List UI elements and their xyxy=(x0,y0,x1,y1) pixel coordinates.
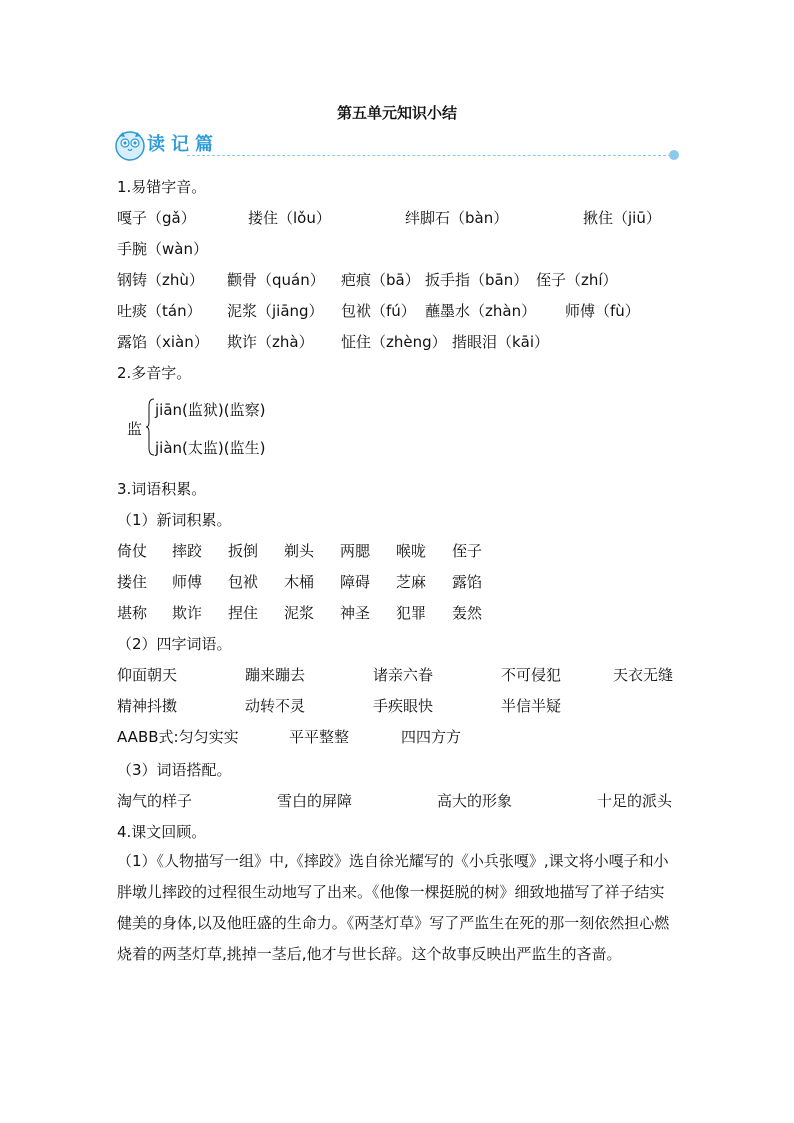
pinyin-item: 揪住（jiū） xyxy=(583,209,661,227)
banner-dot xyxy=(669,150,679,160)
word-item: 摔跤 xyxy=(172,542,203,560)
pinyin-item: 怔住（zhèng） xyxy=(341,333,447,351)
word-item: 捏住 xyxy=(228,604,259,622)
pinyin-item: 搂住（lǒu） xyxy=(248,209,331,227)
collocation-item: 十足的派头 xyxy=(597,792,673,810)
polyphone-reading: jiàn(太监)(监生) xyxy=(155,439,266,457)
pinyin-item: 颧骨（quán） xyxy=(227,271,325,289)
idiom-item: 精神抖擞 xyxy=(117,697,178,715)
pinyin-item: 欺诈（zhà） xyxy=(227,333,314,351)
idiom-item: 平平整整 xyxy=(289,728,350,746)
section-heading: 3.词语积累。 xyxy=(117,480,207,498)
word-item: 犯罪 xyxy=(396,604,427,622)
section-heading: 4.课文回顾。 xyxy=(117,823,207,841)
pinyin-item: 泥浆（jiāng） xyxy=(227,302,324,320)
collocation-item: 高大的形象 xyxy=(437,792,513,810)
word-item: 喉咙 xyxy=(396,542,427,560)
subsection-heading: （3）词语搭配。 xyxy=(117,761,232,779)
word-item: 泥浆 xyxy=(284,604,315,622)
review-paragraph: （1）《人物描写一组》中,《摔跤》选自徐光耀写的《小兵张嘎》,课文将小嘎子和小胖墩儿摔跤的过程很生动地写了出来。《他像一棵挺脱的树》细致地描写了祥子结实健美的身体,以及他旺盛的生命力。《两茎灯草》写了严监生在死的那一刻依然担心燃烧着的两茎灯草,挑掉一茎后,他才与世长辞。这个故事反映出严监生的吝啬。 xyxy=(117,852,670,963)
pinyin-item: 吐痰（tán） xyxy=(117,302,202,320)
pinyin-item: 钢铸（zhù） xyxy=(117,271,204,289)
polyphone-group xyxy=(117,394,417,464)
idiom-item: 手疾眼快 xyxy=(373,697,434,715)
polyphone-char: 监 xyxy=(127,420,143,438)
word-item: 侄子 xyxy=(452,542,483,560)
idiom-item: AABB式:匀匀实实 xyxy=(117,728,239,746)
idiom-item: 蹦来蹦去 xyxy=(245,666,306,684)
brace-icon xyxy=(145,398,155,456)
pinyin-item: 揩眼泪（kāi） xyxy=(452,333,550,351)
word-item: 两腮 xyxy=(340,542,371,560)
pinyin-item: 蘸墨水（zhàn） xyxy=(425,302,537,320)
polyphone-reading: jiān(监狱)(监察) xyxy=(155,401,266,419)
pinyin-item: 扳手指（bān） xyxy=(425,271,529,289)
idiom-item: 四四方方 xyxy=(401,728,462,746)
pinyin-item: 侄子（zhí） xyxy=(536,271,618,289)
word-item: 木桶 xyxy=(284,573,315,591)
word-item: 露馅 xyxy=(452,573,483,591)
idiom-item: 仰面朝天 xyxy=(117,666,178,684)
word-item: 神圣 xyxy=(340,604,371,622)
collocation-item: 雪白的屏障 xyxy=(277,792,353,810)
idiom-item: 天衣无缝 xyxy=(613,666,674,684)
word-item: 倚仗 xyxy=(117,542,148,560)
idiom-item: 诸亲六眷 xyxy=(373,666,434,684)
word-item: 包袱 xyxy=(228,573,259,591)
pinyin-item: 师傅（fù） xyxy=(565,302,640,320)
subsection-heading: （1）新词积累。 xyxy=(117,511,232,529)
pinyin-item: 绊脚石（bàn） xyxy=(405,209,509,227)
idiom-item: 动转不灵 xyxy=(245,697,306,715)
idiom-item: 半信半疑 xyxy=(501,697,562,715)
pinyin-item: 露馅（xiàn） xyxy=(117,333,209,351)
owl-mascot-icon xyxy=(113,128,147,162)
word-item: 障碍 xyxy=(340,573,371,591)
word-item: 扳倒 xyxy=(228,542,259,560)
pinyin-item: 疤痕（bā） xyxy=(341,271,420,289)
pinyin-item: 包袱（fú） xyxy=(341,302,416,320)
banner-divider xyxy=(187,155,671,156)
word-item: 剃头 xyxy=(284,542,315,560)
section-heading: 1.易错字音。 xyxy=(117,178,207,196)
section-banner xyxy=(113,128,679,164)
word-item: 搂住 xyxy=(117,573,148,591)
word-item: 师傅 xyxy=(172,573,203,591)
banner-label: 读记篇 xyxy=(147,134,219,155)
word-item: 欺诈 xyxy=(172,604,203,622)
collocation-item: 淘气的样子 xyxy=(117,792,193,810)
page-title: 第五单元知识小结 xyxy=(336,104,457,122)
pinyin-item: 嘎子（gǎ） xyxy=(117,209,196,227)
section-heading: 2.多音字。 xyxy=(117,364,192,382)
word-item: 芝麻 xyxy=(396,573,427,591)
word-item: 堪称 xyxy=(117,604,148,622)
word-item: 轰然 xyxy=(452,604,483,622)
pinyin-item: 手腕（wàn） xyxy=(117,240,208,258)
subsection-heading: （2）四字词语。 xyxy=(117,635,232,653)
idiom-item: 不可侵犯 xyxy=(501,666,562,684)
